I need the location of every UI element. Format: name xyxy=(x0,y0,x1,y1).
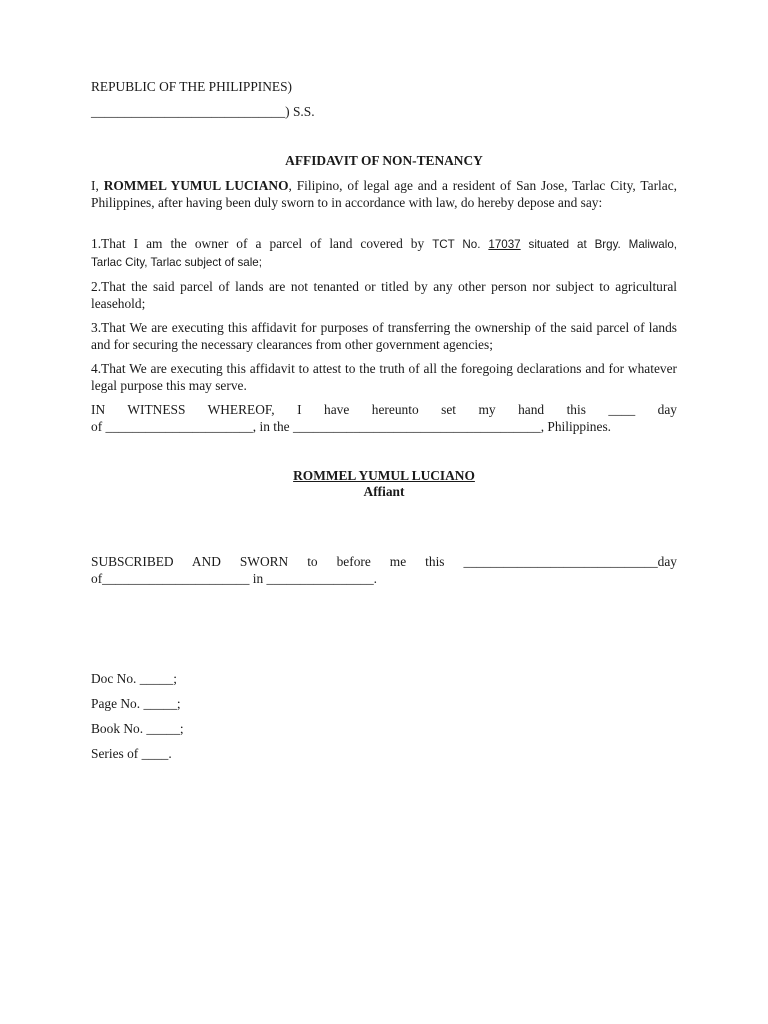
intro-text: , Filipino, of legal age and a resident of San Jose, Tarlac City, Tarlac, Philippines, after having been duly sworn to in accordance with law, do hereby depose and say: xyxy=(91,178,677,210)
subscribed-line-1: SUBSCRIBED AND SWORN to before me this _____________________________day xyxy=(91,554,677,569)
paragraph-1-text: 1.That I am the owner of a parcel of land covered by xyxy=(91,236,433,251)
affiant-name: ROMMEL YUMUL LUCIANO xyxy=(103,178,289,193)
signature-role: Affiant xyxy=(363,484,405,499)
paragraph-2: 2.That the said parcel of lands are not tenanted or titled by any other person nor subject to agricultural leasehold; xyxy=(91,279,677,311)
tct-label: TCT No. xyxy=(432,238,489,251)
intro-paragraph xyxy=(91,178,677,211)
document-title: AFFIDAVIT OF NON-TENANCY xyxy=(285,153,483,168)
doc-no: Doc No. _____; xyxy=(91,671,177,686)
signature-name: ROMMEL YUMUL LUCIANO xyxy=(293,468,475,483)
paragraph-1-line-2: Tarlac City, Tarlac subject of sale; xyxy=(91,255,262,269)
ss-line: _____________________________) S.S. xyxy=(91,104,315,119)
book-no: Book No. _____; xyxy=(91,721,184,736)
witness-line-2: of ______________________, in the _____________________________________, Philippines. xyxy=(91,419,611,434)
republic-line: REPUBLIC OF THE PHILIPPINES) xyxy=(91,79,293,94)
intro-lead: I, xyxy=(91,178,104,193)
series-of: Series of ____. xyxy=(91,746,172,761)
tct-number: 17037 xyxy=(488,238,521,251)
paragraph-1-location: situated at Brgy. Maliwalo, xyxy=(520,238,677,251)
page-no: Page No. _____; xyxy=(91,696,181,711)
paragraph-3: 3.That We are executing this affidavit for purposes of transferring the ownership of the said parcel of lands and for securing the necessary clearances from other government agencies; xyxy=(91,320,677,352)
subscribed-line-2: of______________________ in ________________. xyxy=(91,571,378,586)
witness-line-1: IN WITNESS WHEREOF, I have hereunto set my hand this ____ day xyxy=(91,402,677,417)
paragraph-1-line-1 xyxy=(91,236,677,254)
paragraph-4: 4.That We are executing this affidavit to attest to the truth of all the foregoing declarations and for whatever legal purpose this may serve. xyxy=(91,361,677,393)
paragraph-1 xyxy=(91,236,677,271)
